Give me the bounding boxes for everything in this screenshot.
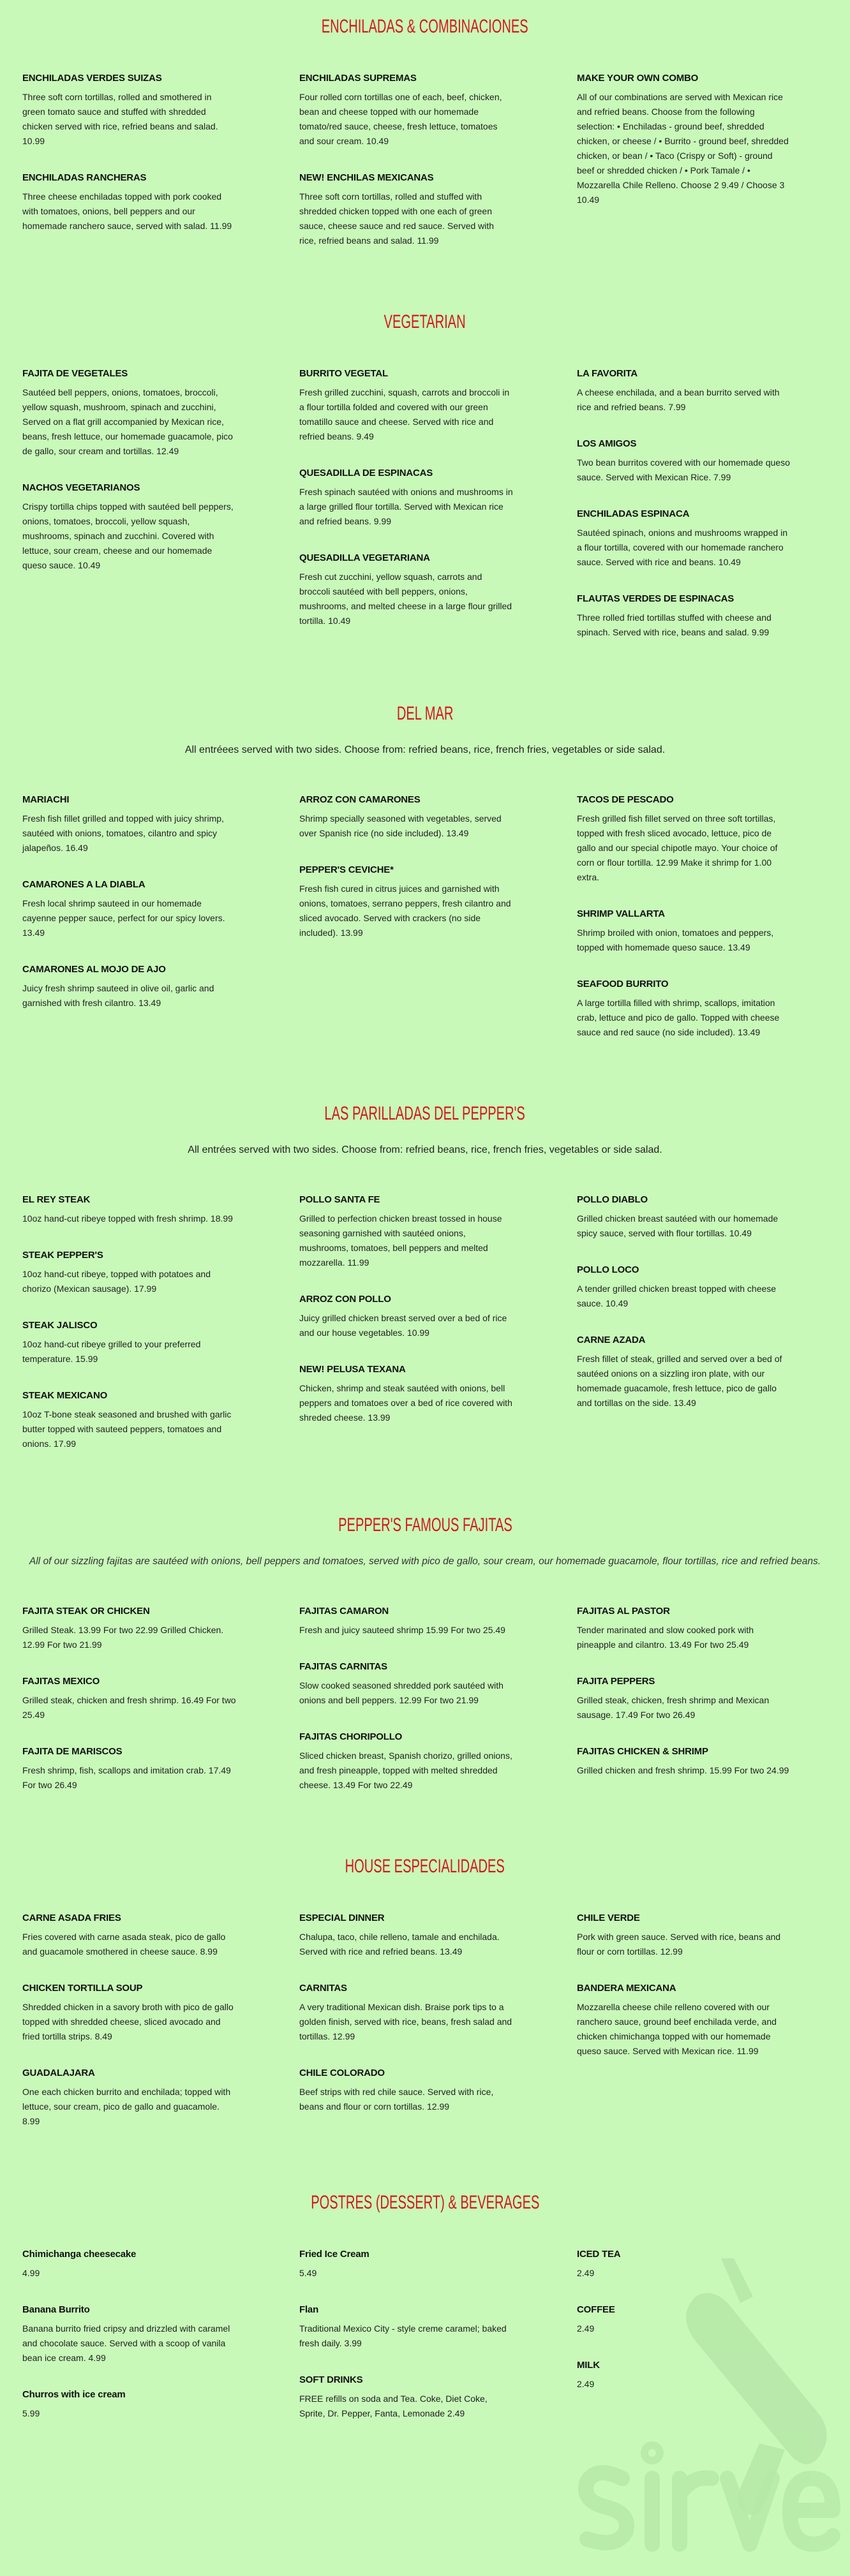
menu-item-description: Sautéed spinach, onions and mushrooms wrapped in a flour tortilla, covered with our homemade ranchero sauce. Served with rice and beans. 10.49	[577, 528, 787, 567]
menu-item-description: Slow cooked seasoned shredded pork sautéed with onions and bell peppers. 12.99 For two 21.99	[299, 1680, 503, 1705]
menu-item-description: 10oz hand-cut ribeye, topped with potatoes and chorizo (Mexican sausage). 17.99	[22, 1269, 211, 1294]
menu-item-enchiladas-verdes-suizas	[22, 71, 236, 149]
menu-item-banana-burrito	[22, 2302, 236, 2365]
menu-item-name: QUESADILLA DE ESPINACAS	[299, 468, 433, 478]
menu-item-description: Beef strips with red chile sauce. Served with rice, beans and flour or corn tortillas. 12.99	[299, 2087, 494, 2112]
section-title-text: VEGETARIAN	[384, 311, 466, 332]
menu-item-name: FAJITAS AL PASTOR	[577, 1606, 670, 1617]
menu-item-chicken-tortilla-soup	[22, 1981, 236, 2044]
menu-item-name: BURRITO VEGETAL	[299, 368, 388, 379]
menu-item-description: Sautéed bell peppers, onions, tomatoes, broccoli, yellow squash, mushroom, spinach and zucchini, Served on a flat grill accompanied by Mexican rice, beans, fresh lettuce, our homemade guacamole, pico de gallo, sour cream and tortillas. 12.49	[22, 387, 233, 456]
menu-item-name: ENCHILADAS SUPREMAS	[299, 73, 417, 84]
menu-item-name: Banana Burrito	[22, 2304, 90, 2315]
menu-column	[299, 1911, 513, 2136]
menu-item-description: Two bean burritos covered with our homemade queso sauce. Served with Mexican Rice. 7.99	[577, 457, 790, 482]
menu-item-description: 2.49	[577, 2379, 595, 2389]
menu-section-las-parilladas-del-pepper-s	[0, 1101, 850, 1513]
menu-item-description: Mozzarella cheese chile relleno covered with our ranchero sauce, ground beef enchilada verde, and chicken chimichanga topped with our homemade queso sauce. Served with Mexican rice. 11.99	[577, 2002, 777, 2056]
menu-item-name: FAJITA DE VEGETALES	[22, 368, 128, 379]
menu-section-del-mar	[0, 701, 850, 1101]
menu-item-name: NEW! PELUSA TEXANA	[299, 1364, 406, 1375]
menu-item-description: Traditional Mexico City - style creme caramel; baked fresh daily. 3.99	[299, 2323, 507, 2348]
menu-item-carnitas	[299, 1981, 513, 2044]
menu-item-description: Three cheese enchiladas topped with pork cooked with tomatoes, onions, bell peppers and our homemade ranchero sauce, served with salad. 11.99	[22, 191, 232, 231]
menu-item-iced-tea	[577, 2247, 791, 2281]
menu-item-description: Fresh fish cured in citrus juices and garnished with onions, tomatoes, serrano peppers, fresh cilantro and sliced avocado. Served with crackers (no side included). 13.99	[299, 884, 511, 938]
menu-item-enchiladas-rancheras	[22, 170, 236, 233]
menu-column	[299, 1604, 513, 1814]
menu-section-postres-dessert-beverages	[0, 2190, 850, 2482]
menu-columns	[0, 1911, 850, 2150]
menu-section-house-especialidades	[0, 1854, 850, 2190]
menu-item-coffee	[577, 2302, 791, 2336]
menu-item-fajitas-choripollo	[299, 1729, 513, 1793]
menu-item-name: COFFEE	[577, 2304, 615, 2315]
menu-item-description: 10oz hand-cut ribeye topped with fresh shrimp. 18.99	[22, 1213, 233, 1224]
menu-item-camarones-a-la-diabla	[22, 877, 236, 940]
menu-item-steak-jalisco	[22, 1318, 236, 1366]
menu-columns	[0, 71, 850, 270]
menu-item-chile-verde	[577, 1911, 791, 1959]
menu-item-description: Fresh grilled fish fillet served on three soft tortillas, topped with fresh sliced avocado, lettuce, pico de gallo and our special chipotle mayo. Your choice of corn or flour tortilla. 12.99 Make it shrimp for 1.00 extra.	[577, 813, 778, 882]
menu-item-description: A tender grilled chicken breast topped with cheese sauce. 10.49	[577, 1284, 777, 1308]
menu-item-name: FAJITAS MEXICO	[22, 1676, 100, 1687]
menu-item-name: PEPPER'S CEVICHE*	[299, 864, 394, 875]
menu-item-description: Fresh cut zucchini, yellow squash, carrots and broccoli sautéed with bell peppers, onions, mushrooms, and melted cheese in a large flour grilled tortilla. 10.49	[299, 572, 512, 626]
menu-item-pollo-diablo	[577, 1192, 791, 1241]
menu-column	[577, 71, 791, 229]
section-title-text: ENCHILADAS & COMBINACIONES	[322, 16, 528, 37]
menu-item-name: CHICKEN TORTILLA SOUP	[22, 1983, 143, 1994]
menu-item-new-enchilas-mexicanas	[299, 170, 513, 248]
menu-item-description: 10oz T-bone steak seasoned and brushed with garlic butter topped with sauteed peppers, tomatoes and onions. 17.99	[22, 1409, 232, 1449]
menu-item-pepper-s-ceviche	[299, 862, 513, 940]
menu-item-description: Fresh local shrimp sauteed in our homemade cayenne pepper sauce, perfect for our spicy lovers. 13.49	[22, 898, 225, 938]
menu-item-name: ICED TEA	[577, 2249, 621, 2260]
section-note: All of our sizzling fajitas are sautéed with onions, bell peppers and tomatoes, served with pico de gallo, sour cream, our homemade guacamole, flour tortillas, rice and refried beans.	[29, 1556, 821, 1567]
menu-item-chile-colorado	[299, 2066, 513, 2114]
menu-column	[577, 2247, 791, 2413]
menu-item-name: ARROZ CON CAMARONES	[299, 794, 421, 805]
menu-column	[577, 1911, 791, 2080]
menu-item-description: Tender marinated and slow cooked pork with pineapple and cilantro. 13.49 For two 25.49	[577, 1625, 754, 1650]
menu-item-name: Fried Ice Cream	[299, 2249, 369, 2260]
menu-item-soft-drinks	[299, 2372, 513, 2421]
menu-item-name: CHILE COLORADO	[299, 2068, 385, 2078]
menu-item-guadalajara	[22, 2066, 236, 2129]
section-title	[0, 2190, 850, 2216]
menu-item-name: FAJITA DE MARISCOS	[22, 1746, 123, 1757]
menu-item-name: CARNITAS	[299, 1983, 347, 1994]
menu-item-description: A cheese enchilada, and a bean burrito served with rice and refried beans. 7.99	[577, 387, 780, 412]
menu-item-el-rey-steak	[22, 1192, 236, 1226]
menu-item-name: FAJITA STEAK OR CHICKEN	[22, 1606, 150, 1617]
menu-item-description: Three rolled fried tortillas stuffed with cheese and spinach. Served with rice, beans and salad. 9.99	[577, 612, 772, 637]
menu-item-name: FAJITAS CHORIPOLLO	[299, 1731, 403, 1742]
menu-column	[577, 792, 791, 1062]
menu-item-name: CHILE VERDE	[577, 1913, 640, 1923]
menu-item-tacos-de-pescado	[577, 792, 791, 885]
menu-item-milk	[577, 2358, 791, 2392]
menu-item-description: Three soft corn tortillas, rolled and stuffed with shredded chicken topped with one each of green sauce, cheese sauce and red sauce. Served with rice, refried beans and salad. 11.99	[299, 191, 495, 246]
menu-section-enchiladas-combinaciones	[0, 14, 850, 309]
menu-item-description: Grilled chicken breast sautéed with our homemade spicy sauce, served with flour tortillas. 10.49	[577, 1213, 779, 1238]
menu-item-churros-with-ice-cream	[22, 2387, 236, 2421]
menu-item-enchiladas-supremas	[299, 71, 513, 149]
menu-item-name: BANDERA MEXICANA	[577, 1983, 676, 1994]
menu-item-description: Fresh spinach sautéed with onions and mushrooms in a large grilled flour tortilla. Served with Mexican rice and refried beans. 9.99	[299, 487, 513, 526]
menu-item-name: FAJITAS CAMARON	[299, 1606, 389, 1617]
menu-column	[22, 1192, 236, 1473]
menu-item-description: Fresh and juicy sauteed shrimp 15.99 For two 25.49	[299, 1625, 505, 1635]
menu-item-name: POLLO LOCO	[577, 1264, 639, 1275]
menu-item-bandera-mexicana	[577, 1981, 791, 2059]
menu-item-name: CAMARONES AL MOJO DE AJO	[22, 964, 166, 975]
menu-item-chimichanga-cheesecake	[22, 2247, 236, 2281]
menu-item-name: STEAK PEPPER'S	[22, 1250, 103, 1261]
menu-item-flan	[299, 2302, 513, 2351]
menu-item-fajitas-al-pastor	[577, 1604, 791, 1652]
menu-item-name: FAJITAS CHICKEN & SHRIMP	[577, 1746, 708, 1757]
menu-item-name: STEAK JALISCO	[22, 1320, 98, 1331]
menu-item-seafood-burrito	[577, 977, 791, 1040]
menu-item-fajitas-mexico	[22, 1674, 236, 1722]
menu-item-name: MAKE YOUR OWN COMBO	[577, 73, 699, 84]
menu-item-description: Shrimp broiled with onion, tomatoes and peppers, topped with homemade queso sauce. 13.49	[577, 928, 774, 952]
menu-item-name: ENCHILADAS ESPINACA	[577, 508, 690, 519]
menu-item-name: ENCHILADAS RANCHERAS	[22, 172, 147, 183]
menu-item-steak-mexicano	[22, 1388, 236, 1451]
menu-column	[22, 366, 236, 595]
menu-item-name: CAMARONES A LA DIABLA	[22, 879, 145, 890]
menu-item-quesadilla-vegetariana	[299, 551, 513, 628]
menu-item-description: Sliced chicken breast, Spanish chorizo, grilled onions, and fresh pineapple, topped with melted shredded cheese. 13.49 For two 22.49	[299, 1751, 512, 1790]
menu-column	[22, 1604, 236, 1814]
menu-item-description: All of our combinations are served with Mexican rice and refried beans. Choose from the following selection: • Enchiladas - ground beef, shredded chicken, or cheese / • Burrito - ground beef, shredded chicken, or bean / • Taco (Crispy or Soft) - ground beef or shredded chicken / • Pork Tamale / • Mozzarella Chile Relleno. Choose 2 9.49 / Choose 3 10.49	[577, 92, 789, 205]
menu-item-carne-azada	[577, 1333, 791, 1410]
section-subtitle: All entréees served with two sides. Choose from: refried beans, rice, french fries, vegetables or side salad.	[184, 744, 666, 755]
menu-item-description: One each chicken burrito and enchilada; topped with lettuce, sour cream, pico de gallo and guacamole. 8.99	[22, 2087, 231, 2126]
menu-item-description: 5.99	[22, 2408, 40, 2418]
menu-item-name: FLAUTAS VERDES DE ESPINACAS	[577, 593, 734, 604]
menu-column	[22, 2247, 236, 2443]
menu-item-la-favorita	[577, 366, 791, 415]
menu-item-description: Crispy tortilla chips topped with sautéed bell peppers, onions, tomatoes, broccoli, yellow squash, mushrooms, spinach and zucchini. Covered with lettuce, sour cream, cheese and our homemade queso sauce. 10.49	[22, 501, 234, 570]
menu-column	[299, 1192, 513, 1447]
menu-item-description: Juicy fresh shrimp sauteed in olive oil, garlic and garnished with fresh cilantro. 13.49	[22, 983, 214, 1008]
menu-item-description: Fries covered with carne asada steak, pico de gallo and guacamole smothered in cheese sauce. 8.99	[22, 1932, 226, 1957]
section-subtitle: All entrées served with two sides. Choose from: refried beans, rice, french fries, vegetables or side salad.	[188, 1144, 662, 1155]
menu-item-name: FAJITA PEPPERS	[577, 1676, 655, 1687]
menu-item-name: ESPECIAL DINNER	[299, 1913, 385, 1923]
section-title-text: PEPPER'S FAMOUS FAJITAS	[338, 1514, 512, 1536]
menu-item-description: Grilled chicken and fresh shrimp. 15.99 For two 24.99	[577, 1765, 789, 1775]
menu-item-los-amigos	[577, 436, 791, 485]
menu-item-name: TACOS DE PESCADO	[577, 794, 674, 805]
menu-item-description: Fresh shrimp, fish, scallops and imitation crab. 17.49 For two 26.49	[22, 1765, 231, 1790]
menu-item-description: 5.49	[299, 2268, 317, 2278]
menu-item-arroz-con-camarones	[299, 792, 513, 841]
section-title	[0, 701, 850, 727]
section-title	[0, 14, 850, 40]
menu-item-name: CARNE ASADA FRIES	[22, 1913, 121, 1923]
menu-item-fajitas-chicken-shrimp	[577, 1744, 791, 1778]
menu-item-name: ENCHILADAS VERDES SUIZAS	[22, 73, 162, 84]
menu-columns	[0, 1604, 850, 1814]
menu-item-description: Fresh grilled zucchini, squash, carrots and broccoli in a flour tortilla folded and covered with our green tomatillo sauce and cheese. Served with rice and refried beans. 9.49	[299, 387, 510, 441]
menu-item-description: Juicy grilled chicken breast served over a bed of rice and our house vegetables. 10.99	[299, 1313, 507, 1338]
menu-item-mariachi	[22, 792, 236, 855]
menu-column	[22, 792, 236, 1032]
menu-item-name: ARROZ CON POLLO	[299, 1294, 391, 1305]
menu-item-name: SHRIMP VALLARTA	[577, 908, 665, 919]
menu-column	[299, 2247, 513, 2443]
section-title-text: LAS PARILLADAS DEL PEPPER'S	[324, 1103, 526, 1124]
menu-item-name: NACHOS VEGETARIANOS	[22, 482, 140, 493]
menu-item-description: A very traditional Mexican dish. Braise pork tips to a golden finish, served with rice, beans, fresh salad and tortillas. 12.99	[299, 2002, 512, 2041]
menu-item-flautas-verdes-de-espinacas	[577, 591, 791, 640]
menu-item-quesadilla-de-espinacas	[299, 466, 513, 529]
menu-item-burrito-vegetal	[299, 366, 513, 444]
menu-item-especial-dinner	[299, 1911, 513, 1959]
menu-item-name: FAJITAS CARNITAS	[299, 1661, 387, 1672]
menu-item-pollo-loco	[577, 1262, 791, 1311]
menu-item-description: Pork with green sauce. Served with rice, beans and flour or corn tortillas. 12.99	[577, 1932, 781, 1957]
menu-item-carne-asada-fries	[22, 1911, 236, 1959]
menu-columns	[0, 2247, 850, 2443]
menu-item-description: Fresh fish fillet grilled and topped with juicy shrimp, sautéed with onions, tomatoes, cilantro and spicy jalapeños. 16.49	[22, 813, 224, 853]
menu-item-name: NEW! ENCHILAS MEXICANAS	[299, 172, 434, 183]
menu-item-name: MILK	[577, 2360, 600, 2371]
menu-item-name: LA FAVORITA	[577, 368, 638, 379]
menu-item-name: Churros with ice cream	[22, 2389, 126, 2400]
menu-column	[577, 366, 791, 662]
menu-column	[299, 71, 513, 270]
menu-item-name: POLLO DIABLO	[577, 1194, 648, 1205]
menu-item-name: SEAFOOD BURRITO	[577, 979, 669, 989]
menu-item-nachos-vegetarianos	[22, 480, 236, 573]
menu-item-enchiladas-espinaca	[577, 507, 791, 570]
menu-item-name: GUADALAJARA	[22, 2068, 95, 2078]
menu-item-new-pelusa-texana	[299, 1362, 513, 1425]
menu-column	[22, 1911, 236, 2150]
menu-item-name: QUESADILLA VEGETARIANA	[299, 552, 430, 563]
menu-item-description: 2.49	[577, 2268, 595, 2278]
menu-item-description: Four rolled corn tortillas one of each, beef, chicken, bean and cheese topped with our homemade tomato/red sauce, cheese, fresh lettuce, tomatoes and sour cream. 10.49	[299, 92, 502, 146]
menu-item-description: Banana burrito fried cripsy and drizzled with caramel and chocolate sauce. Served with a scoop of vanila bean ice cream. 4.99	[22, 2323, 230, 2363]
menu-item-fajita-de-vegetales	[22, 366, 236, 459]
menu-column	[577, 1604, 791, 1800]
menu-item-name: Chimichanga cheesecake	[22, 2249, 137, 2260]
section-title	[0, 1513, 850, 1538]
menu-item-description: Grilled steak, chicken, fresh shrimp and Mexican sausage. 17.49 For two 26.49	[577, 1695, 770, 1720]
menu-columns	[0, 792, 850, 1062]
menu-item-description: FREE refills on soda and Tea. Coke, Diet Coke, Sprite, Dr. Pepper, Fanta, Lemonade 2.49	[299, 2394, 488, 2418]
menu-item-description: Three soft corn tortillas, rolled and smothered in green tomato sauce and stuffed with shredded chicken served with rice, refried beans and salad. 10.99	[22, 92, 218, 146]
section-title-text: HOUSE ESPECIALIDADES	[345, 1856, 505, 1877]
menu-item-description: Fresh fillet of steak, grilled and served over a bed of sautéed onions on a sizzling iron plate, with our homemade guacamole, fresh lettuce, pico de gallo and tortillas on the side. 13.49	[577, 1354, 782, 1408]
menu-item-camarones-al-mojo-de-ajo	[22, 962, 236, 1010]
menu-item-fajita-de-mariscos	[22, 1744, 236, 1793]
menu-item-description: Grilled to perfection chicken breast tossed in house seasoning garnished with sautéed onions, mushrooms, tomatoes, bell peppers and melted mozzarella. 11.99	[299, 1213, 502, 1268]
section-title-text: DEL MAR	[396, 703, 454, 724]
menu-item-description: Chicken, shrimp and steak sautéed with onions, bell peppers and tomatoes over a bed of rice covered with shreded cheese. 13.99	[299, 1383, 512, 1423]
menu-item-fried-ice-cream	[299, 2247, 513, 2281]
menu-column	[577, 1192, 791, 1432]
menu-column	[299, 366, 513, 650]
menu-item-description: A large tortilla filled with shrimp, scallops, imitation crab, lettuce and pico de gallo. Topped with cheese sauce and red sauce (no side included). 13.49	[577, 998, 780, 1037]
menu-item-description: Chalupa, taco, chile relleno, tamale and enchilada. Served with rice and refried beans. 13.49	[299, 1932, 500, 1957]
menu-columns	[0, 1192, 850, 1473]
menu-item-name: STEAK MEXICANO	[22, 1390, 108, 1401]
menu-columns	[0, 366, 850, 662]
menu-item-description: 10oz hand-cut ribeye grilled to your preferred temperature. 15.99	[22, 1339, 201, 1364]
menu-column	[22, 71, 236, 255]
menu-column	[299, 792, 513, 962]
section-title	[0, 1101, 850, 1127]
menu-item-fajita-peppers	[577, 1674, 791, 1722]
menu-section-pepper-s-famous-fajitas	[0, 1513, 850, 1854]
section-title-text: POSTRES (DESSERT) & BEVERAGES	[310, 2192, 540, 2213]
menu-item-description: Grilled Steak. 13.99 For two 22.99 Grilled Chicken. 12.99 For two 21.99	[22, 1625, 224, 1650]
menu-item-description: 4.99	[22, 2268, 40, 2278]
menu-item-pollo-santa-fe	[299, 1192, 513, 1270]
menu-item-name: MARIACHI	[22, 794, 70, 805]
menu-item-fajitas-camaron	[299, 1604, 513, 1638]
menu-item-shrimp-vallarta	[577, 907, 791, 955]
menu-item-name: LOS AMIGOS	[577, 438, 637, 449]
menu-item-fajitas-carnitas	[299, 1659, 513, 1708]
menu-item-steak-pepper-s	[22, 1248, 236, 1296]
menu-item-description: Grilled steak, chicken and fresh shrimp. 16.49 For two 25.49	[22, 1695, 236, 1720]
menu-item-name: POLLO SANTA FE	[299, 1194, 380, 1205]
menu-item-make-your-own-combo	[577, 71, 791, 207]
menu-section-vegetarian	[0, 309, 850, 701]
section-title	[0, 309, 850, 335]
menu-item-description: Shrimp specially seasoned with vegetables, served over Spanish rice (no side included). 13.49	[299, 813, 502, 838]
menu-item-name: SOFT DRINKS	[299, 2374, 363, 2385]
menu-item-arroz-con-pollo	[299, 1292, 513, 1340]
menu-item-description: 2.49	[577, 2323, 595, 2334]
menu-item-name: Flan	[299, 2304, 319, 2315]
menu-item-name: CARNE AZADA	[577, 1335, 646, 1345]
menu-item-description: Shredded chicken in a savory broth with pico de gallo topped with shredded cheese, sliced avocado and fried tortilla strips. 8.49	[22, 2002, 234, 2041]
section-title	[0, 1854, 850, 1879]
menu-item-name: EL REY STEAK	[22, 1194, 91, 1205]
menu-item-fajita-steak-or-chicken	[22, 1604, 236, 1652]
